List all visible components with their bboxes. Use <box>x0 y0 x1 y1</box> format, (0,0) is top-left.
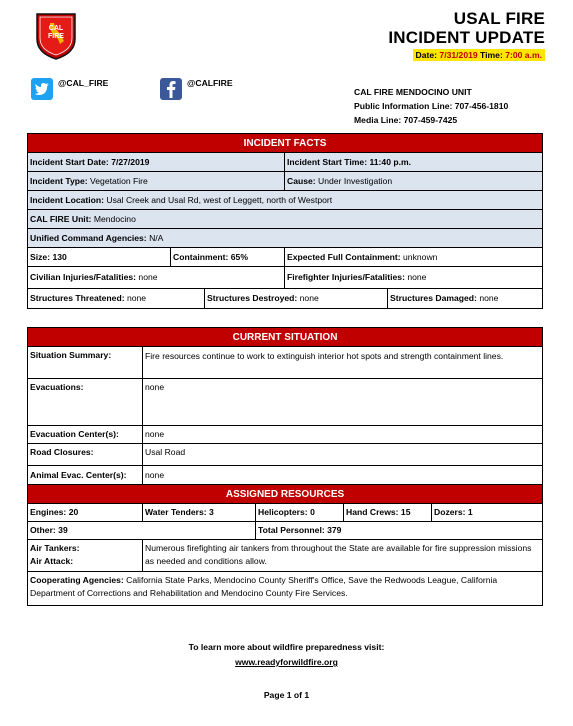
facebook-icon <box>160 78 182 100</box>
helicopters-cell: Helicopters: 0 <box>256 504 344 522</box>
public-info-line: Public Information Line: 707-456-1810 <box>354 101 509 111</box>
assigned-resources-heading: ASSIGNED RESOURCES <box>28 485 543 504</box>
water-tenders-cell: Water Tenders: 3 <box>143 504 256 522</box>
dozers-cell: Dozers: 1 <box>432 504 543 522</box>
title-line-2: INCIDENT UPDATE <box>388 28 545 47</box>
containment-cell: Containment: 65% <box>171 248 285 267</box>
animal-evac-label: Animal Evac. Center(s): <box>28 466 143 485</box>
time-label: Time: <box>480 50 503 60</box>
current-situation-heading: CURRENT SITUATION <box>28 328 543 347</box>
structures-destroyed-cell: Structures Destroyed: none <box>205 289 388 309</box>
cal-fire-unit-cell: CAL FIRE Unit: Mendocino <box>28 210 543 229</box>
current-situation-table <box>27 327 543 606</box>
situation-summary-label: Situation Summary: <box>28 347 143 379</box>
engines-cell: Engines: 20 <box>28 504 143 522</box>
ready-for-wildfire-link[interactable]: www.readyforwildfire.org <box>235 657 338 667</box>
expected-containment-cell: Expected Full Containment: unknown <box>285 248 543 267</box>
road-closures-value: Usal Road <box>143 444 543 466</box>
facebook-link[interactable] <box>160 78 233 100</box>
hand-crews-cell: Hand Crews: 15 <box>344 504 432 522</box>
svg-text:CAL: CAL <box>48 25 64 32</box>
unit-name: CAL FIRE MENDOCINO UNIT <box>354 87 472 97</box>
twitter-link[interactable] <box>31 78 108 100</box>
media-line: Media Line: 707-459-7425 <box>354 115 458 125</box>
other-cell: Other: 39 <box>28 522 256 540</box>
incident-location-cell: Incident Location: Usal Creek and Usal Rd, west of Leggett, north of Westport <box>28 191 543 210</box>
cal-fire-logo <box>34 11 78 61</box>
incident-facts-table <box>27 133 543 309</box>
start-date-cell: Incident Start Date: 7/27/2019 <box>28 153 285 172</box>
facebook-handle[interactable]: @CALFIRE <box>187 78 233 88</box>
twitter-icon <box>31 78 53 100</box>
date-label: Date: <box>415 50 438 60</box>
evacuations-label: Evacuations: <box>28 379 143 426</box>
civilian-injuries-cell: Civilian Injuries/Fatalities: none <box>28 267 285 289</box>
page-number: Page 1 of 1 <box>263 690 310 700</box>
date-value: 7/31/2019 <box>439 50 478 60</box>
time-value: 7:00 a.m. <box>505 50 542 60</box>
title-line-1: USAL FIRE <box>453 9 545 28</box>
firefighter-injuries-cell: Firefighter Injuries/Fatalities: none <box>285 267 543 289</box>
evac-center-label: Evacuation Center(s): <box>28 426 143 444</box>
start-time-cell: Incident Start Time: 11:40 p.m. <box>285 153 543 172</box>
air-resources-value: Numerous firefighting air tankers from throughout the State are available for fire suppression missions as needed and conditions allow. <box>143 540 543 572</box>
size-cell: Size: 130 <box>28 248 171 267</box>
structures-damaged-cell: Structures Damaged: none <box>388 289 543 309</box>
title-block <box>388 9 545 61</box>
learn-more-text: To learn more about wildfire preparedness visit: <box>188 642 385 652</box>
twitter-handle[interactable]: @CAL_FIRE <box>58 78 109 88</box>
unified-command-cell: Unified Command Agencies: N/A <box>28 229 543 248</box>
total-personnel-cell: Total Personnel: 379 <box>256 522 543 540</box>
date-time-bar <box>413 49 545 61</box>
situation-summary-value: Fire resources continue to work to extinguish interior hot spots and strength containment lines. <box>143 347 543 379</box>
structures-threatened-cell: Structures Threatened: none <box>28 289 205 309</box>
footer-learn-more <box>0 640 573 670</box>
air-resources-label: Air Tankers: Air Attack: <box>28 540 143 572</box>
cause-cell: Cause: Under Investigation <box>285 172 543 191</box>
incident-type-cell: Incident Type: Vegetation Fire <box>28 172 285 191</box>
cooperating-agencies-cell: Cooperating Agencies: California State Parks, Mendocino County Sheriff's Office, Save the Redwoods League, California Department of Corrections and Rehabilitation and Mendocino County Fire Services. <box>28 572 543 606</box>
evacuations-value: none <box>143 379 543 426</box>
svg-text:FIRE: FIRE <box>48 33 64 40</box>
road-closures-label: Road Closures: <box>28 444 143 466</box>
animal-evac-value: none <box>143 466 543 485</box>
unit-contact-block <box>354 85 508 127</box>
incident-facts-heading: INCIDENT FACTS <box>28 134 543 153</box>
evac-center-value: none <box>143 426 543 444</box>
